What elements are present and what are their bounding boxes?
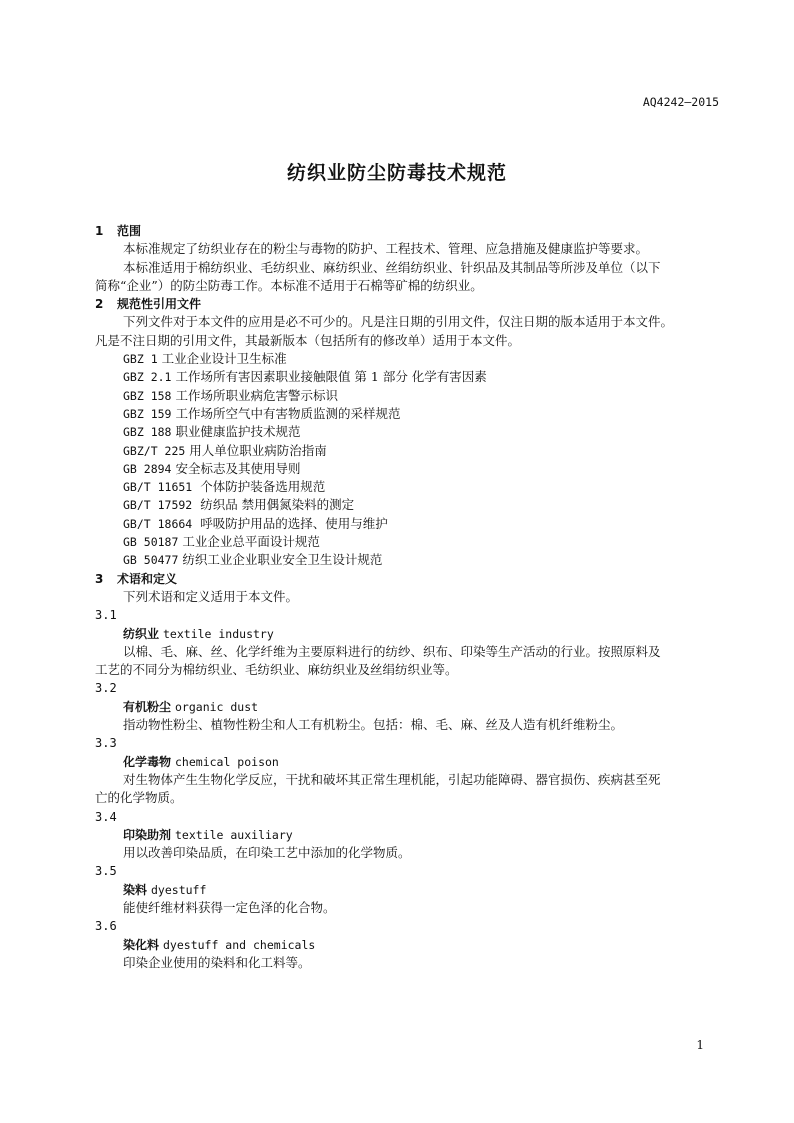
reference-item [95,496,720,514]
reference-item [95,515,720,533]
reference-item [95,368,720,386]
reference-item [95,387,720,405]
page-number: 1 [696,1038,704,1052]
reference-code: GB 2894 [123,461,172,476]
term-english: chemical poison [175,754,279,769]
reference-code: GB/T 11651 [123,480,193,495]
term-heading [95,936,720,954]
section-3-heading [95,570,720,588]
reference-code: GBZ 2.1 [123,370,172,385]
reference-item [95,478,720,496]
term-number: 3.4 [95,809,117,824]
paragraph: 下列术语和定义适用于本文件。 [123,588,299,604]
term-definition-line: 印染企业使用的染料和化工料等。 [123,954,311,970]
section-title: 范围 [117,224,142,238]
reference-title: 个体防护装备选用规范 [200,479,326,495]
reference-item [95,533,720,551]
term-chinese: 印染助剂 [123,827,172,842]
section-number: 2 [95,297,104,312]
standard-code: AQ4242—2015 [642,95,719,109]
reference-code: GBZ 1 [123,352,158,367]
reference-item [95,460,720,478]
section-number: 1 [95,224,104,238]
term-definition-line: 以棉、毛、麻、丝、化学纤维为主要原料进行的纺纱、织布、印染等生产活动的行业。按照原料及 [123,643,661,659]
paragraph-line: 本标准适用于棉纺织业、毛纺织业、麻纺织业、丝绢纺织业、针织品及其制品等所涉及单位（以下 [123,259,661,275]
reference-title: 工作场所有害因素职业接触限值 第 1 部分 化学有害因素 [175,369,487,385]
reference-code: GBZ/T 225 [123,443,186,458]
reference-title: 安全标志及其使用导则 [175,460,301,476]
reference-code: GB/T 17592 [123,498,193,513]
reference-title: 职业健康监护技术规范 [175,424,301,440]
term-english: textile auxiliary [175,827,293,842]
term-english: organic dust [175,699,259,714]
term-definition-line: 指动物性粉尘、植物性粉尘和人工有机粉尘。包括：棉、毛、麻、丝及人造有机纤维粉尘。 [123,717,624,733]
section-number: 3 [95,571,104,586]
paragraph-line: 简称“企业”）的防尘防毒工作。本标准不适用于石棉等矿棉的纺织业。 [95,277,483,293]
term-chinese: 染化料 [123,937,160,952]
section-title: 术语和定义 [117,571,178,586]
reference-code: GBZ 158 [123,388,172,403]
reference-title: 工作场所空气中有害物质监测的采样规范 [175,405,401,421]
term-definition-line: 工艺的不同分为棉纺织业、毛纺织业、麻纺织业及丝绢纺织业等。 [95,662,458,678]
term-heading [95,881,720,899]
paragraph-line: 凡是不注日期的引用文件，其最新版本（包括所有的修改单）适用于本文件。 [95,332,521,348]
term-chinese: 纺织业 [123,626,160,641]
reference-code: GB 50187 [123,535,179,550]
term-definition-line: 能使纤维材料获得一定色泽的化合物。 [123,899,336,915]
term-definition-line: 对生物体产生生物化学反应，干扰和破坏其正常生理机能，引起功能障碍、器官损伤、疾病甚至死 [123,771,661,787]
reference-code: GB/T 18664 [123,516,193,531]
document-body [95,222,720,972]
term-number: 3.5 [95,864,117,879]
term-english: dyestuff and chemicals [163,937,316,952]
term-chinese: 化学毒物 [123,754,172,769]
term-number: 3.2 [95,681,117,696]
term-number: 3.3 [95,736,117,751]
paragraph: 本标准规定了纺织业存在的粉尘与毒物的防护、工程技术、管理、应急措施及健康监护等要求。 [123,241,649,257]
reference-item [95,423,720,441]
reference-title: 用人单位职业病防治指南 [189,442,327,458]
term-chinese: 有机粉尘 [123,699,172,714]
reference-item [95,442,720,460]
reference-code: GBZ 159 [123,406,172,421]
reference-item [95,551,720,569]
term-heading [95,753,720,771]
document-title: 纺织业防尘防毒技术规范 [286,162,507,184]
term-heading [95,826,720,844]
reference-item [95,350,720,368]
reference-title: 工业企业设计卫生标准 [161,351,287,367]
term-heading [95,625,720,643]
reference-title: 工作场所职业病危害警示标识 [175,387,338,403]
term-definition-line: 亡的化学物质。 [95,790,183,806]
term-english: dyestuff [151,882,207,897]
paragraph-line: 下列文件对于本文件的应用是必不可少的。凡是注日期的引用文件，仅注日期的版本适用于本文件。 [123,314,674,330]
term-number: 3.1 [95,608,117,623]
reference-title: 纺织工业企业职业安全卫生设计规范 [182,552,383,568]
term-number: 3.6 [95,919,117,934]
term-chinese: 染料 [123,882,148,897]
section-1-heading [95,222,720,240]
reference-item [95,405,720,423]
reference-code: GBZ 188 [123,425,172,440]
term-english: textile industry [163,626,274,641]
reference-title: 纺织品 禁用偶氮染料的测定 [200,497,355,513]
section-title: 规范性引用文件 [117,297,202,312]
reference-title: 工业企业总平面设计规范 [182,534,320,550]
term-definition-line: 用以改善印染品质，在印染工艺中添加的化学物质。 [123,845,411,861]
section-2-heading [95,295,720,313]
term-heading [95,698,720,716]
reference-title: 呼吸防护用品的选择、使用与维护 [200,515,388,531]
reference-code: GB 50477 [123,553,179,568]
